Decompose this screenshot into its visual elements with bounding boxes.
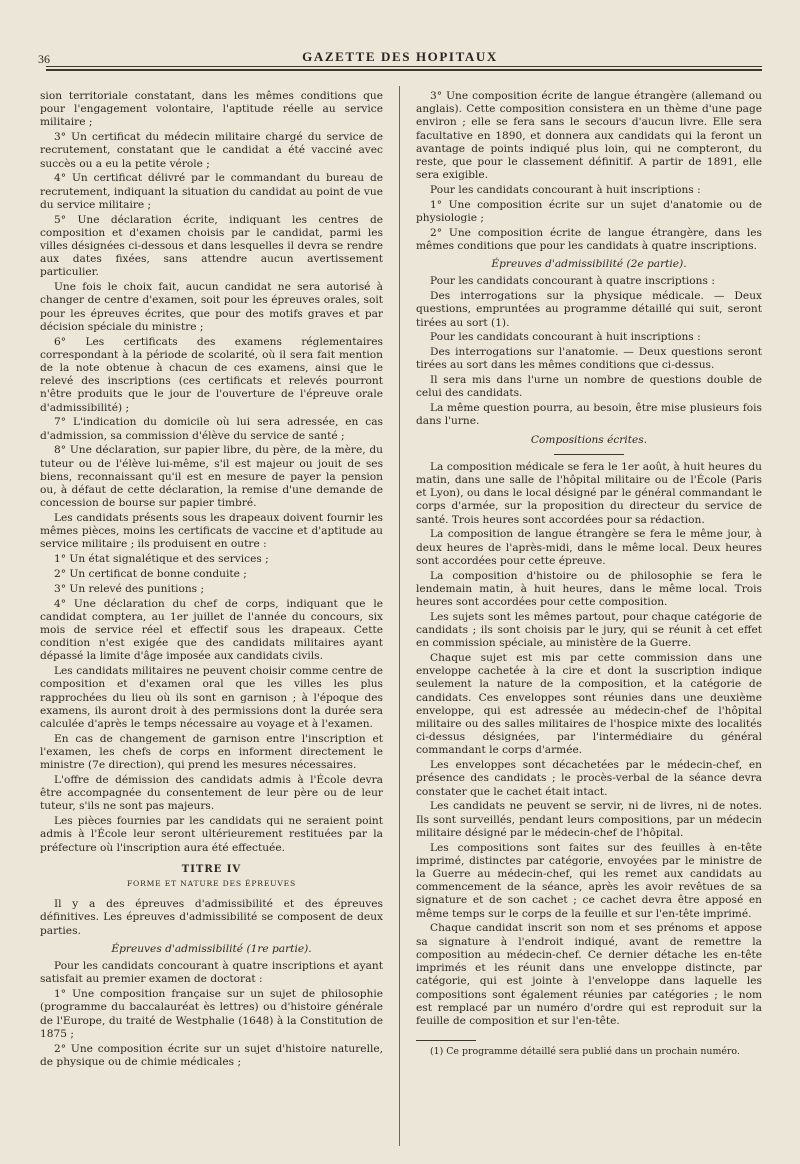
paragraph: Pour les candidats concourant à quatre inscriptions et ayant satisfait au premier examen de doctorat : [40, 960, 383, 986]
paragraph: 2° Une composition écrite de langue étrangère, dans les mêmes conditions que pour les candidats à quatre inscriptions. [416, 226, 762, 253]
paragraph: 7° L'indication du domicile où lui sera adressée, en cas d'admission, sa commission d'élève du service de santé ; [40, 416, 383, 442]
paragraph: Des interrogations sur la physique médicale. — Deux questions, empruntées au programme détaillé qui suit, seront tirées au sort (1). [416, 290, 762, 329]
paragraph: Il y a des épreuves d'admissibilité et des épreuves définitives. Les épreuves d'admissibilité se composent de deux parties. [40, 898, 383, 937]
paragraph: Les enveloppes sont décachetées par le médecin-chef, en présence des candidats ; le procès-verbal de la séance devra constater que le cachet était intact. [416, 759, 762, 798]
paragraph: Pour les candidats concourant à quatre inscriptions : [430, 275, 715, 288]
paragraph: 4° Une déclaration du chef de corps, indiquant que le candidat comptera, au 1er juillet de l'année du concours, six mois de service réel et effectif sous les drapeaux. Cette condition n'est exigée que des candidats militaires ayant dépassé la limite d'âge imposée aux candidats civils. [40, 597, 383, 663]
column-divider [399, 86, 400, 1146]
paragraph: Chaque sujet est mis par cette commission dans une enveloppe cachetée à la cire et dont la suscription indique seulement la nature de la composition, et la catégorie de candidats. Ces enveloppes sont réunies dans une deuxième enveloppe, qui est adressée au médecin-chef de l'hôpital militaire ou des salles militaires de l'hospice mixte des localités ci-dessus désignées, par l'intermédiaire du général commandant le corps d'armée. [416, 652, 762, 757]
paragraph: Les candidats présents sous les drapeaux doivent fournir les mêmes pièces, moins les certificats de vaccine et d'aptitude au service militaire ; ils produisent en outre : [40, 512, 383, 551]
paragraph: 5° Une déclaration écrite, indiquant les centres de composition et d'examen choisis par le candidat, parmi les villes désignées ci-dessous et dans lesquelles il devra se rendre aux dates fixées, sans attendre aucun avertissement particulier. [40, 213, 383, 279]
header-rule-thick [46, 69, 762, 71]
paragraph: Une fois le choix fait, aucun candidat ne sera autorisé à changer de centre d'examen, soit pour les épreuves orales, soit pour les épreuves écrites, que pour des motifs graves et par décision spéciale du ministre ; [40, 281, 383, 333]
paragraph: 6° Les certificats des examens réglementaires correspondant à la période de scolarité, où il sera fait mention de la note obtenue à chacun de ces examens, ainsi que le relevé des inscriptions (ces certificats et relevés pourront n'être produits que le jour de l'ouverture de l'épreuve orale d'admissibilité) ; [40, 335, 383, 414]
left-column [40, 90, 383, 1071]
paragraph: 8° Une déclaration, sur papier libre, du père, de la mère, du tuteur ou de l'élève lui-même, s'il est majeur ou jouit de ses biens, reconnaissant qu'il est en mesure de payer la pension ou, à défaut de cette déclaration, la remise d'une demande de concession de bourse sur papier timbré. [40, 444, 383, 510]
paragraph: 2° Un certificat de bonne conduite ; [54, 568, 247, 581]
footnote-rule [416, 1040, 476, 1041]
paragraph: La composition de langue étrangère se fera le même jour, à deux heures de l'après-midi, dans le même local. Deux heures sont accordées pour cette épreuve. [416, 528, 762, 567]
footnote: (1) Ce programme détaillé sera publié dans un prochain numéro. [430, 1046, 740, 1058]
paragraph: Les compositions sont faites sur des feuilles à en-tête imprimé, distinctes par catégorie, envoyées par le ministre de la Guerre au médecin-chef, qui les remet aux candidats au commencement de la séance, après les avoir revêtues de sa signature et de son cachet ; ce cachet devra être apposé en même temps sur le corps de la feuille et sur l'en-tête imprimé. [416, 841, 762, 920]
paragraph: La même question pourra, au besoin, être mise plusieurs fois dans l'urne. [416, 402, 762, 428]
paragraph: 4° Un certificat délivré par le commandant du bureau de recrutement, indiquant la situation du candidat au point de vue du service militaire ; [40, 172, 383, 211]
section-rule [554, 454, 624, 455]
paragraph: 3° Une composition écrite de langue étrangère (allemand ou anglais). Cette composition consistera en un thème d'une page environ ; elle se fera sans le secours d'aucun livre. Elle sera facultative en 1890, et donnera aux candidats qui la feront un avantage de points indiqué plus loin, qui ne compteront, du reste, que pour le classement définitif. A partir de 1891, elle sera exigible. [416, 90, 762, 182]
right-column [416, 90, 762, 1060]
subsection-heading: Compositions écrites. [530, 433, 648, 446]
section-subtitle: FORME ET NATURE DES ÉPREUVES [126, 879, 296, 889]
section-title: TITRE IV [181, 863, 242, 875]
paragraph: Chaque candidat inscrit son nom et ses prénoms et appose sa signature à l'endroit indiqué, avant de remettre la composition au médecin-chef. Ce dernier détache les en-tête imprimés et les réunit dans une enveloppe distincte, par catégorie, qui est jointe à l'enveloppe dans laquelle les compositions sont également réunies par catégories ; le nom est remplacé par un numéro d'ordre qui est reproduit sur la feuille de composition et sur l'en-tête. [416, 922, 762, 1027]
page-number: 36 [38, 52, 50, 66]
paragraph: 1° Un état signalétique et des services ; [54, 553, 269, 566]
paragraph: En cas de changement de garnison entre l'inscription et l'examen, les chefs de corps en informent directement le ministre (7e direction), qui prend les mesures nécessaires. [40, 732, 383, 772]
paragraph: La composition médicale se fera le 1er août, à huit heures du matin, dans une salle de l'hôpital militaire ou de l'École (Paris et Lyon), ou dans le local désigné par le général commandant le corps d'armée, sur la proposition du directeur du service de santé. Trois heures sont accordées pour sa rédaction. [416, 460, 762, 526]
paragraph: Les candidats ne peuvent se servir, ni de livres, ni de notes. Ils sont surveillés, pendant leurs compositions, par un médecin militaire désigné par le médecin-chef de l'hôpital. [416, 800, 762, 839]
paragraph: Pour les candidats concourant à huit inscriptions : [430, 184, 701, 197]
subsection-heading: Épreuves d'admissibilité (2e partie). [491, 258, 687, 271]
paragraph: 3° Un certificat du médecin militaire chargé du service de recrutement, constatant que le candidat a été vacciné avec succès ou a eu la petite vérole ; [40, 131, 383, 170]
paragraph: sion territoriale constatant, dans les mêmes conditions que pour l'engagement volontaire, l'aptitude réelle au service militaire ; [40, 90, 383, 129]
paragraph: L'offre de démission des candidats admis à l'École devra être accompagnée du consentement de leur père ou de leur tuteur, s'ils ne sont pas majeurs. [40, 774, 383, 813]
subsection-heading: Épreuves d'admissibilité (1re partie). [111, 942, 312, 955]
paragraph: 3° Un relevé des punitions ; [54, 582, 205, 595]
paragraph: 1° Une composition française sur un sujet de philosophie (programme du baccalauréat ès lettres) ou d'histoire générale de l'Europe, du traité de Westphalie (1648) à la Constitution de 1875 ; [40, 988, 383, 1040]
paragraph: Des interrogations sur l'anatomie. — Deux questions seront tirées au sort dans les mêmes conditions que ci-dessus. [416, 346, 762, 372]
page-header [0, 0, 800, 80]
paragraph: Les candidats militaires ne peuvent choisir comme centre de composition et d'examen oral que les villes les plus rapprochées du lieu où ils sont en garnison ; à l'époque des examens, ils auront droit à des permissions dont la durée sera calculée d'après le temps nécessaire au voyage et à l'examen. [40, 665, 383, 731]
header-rule [46, 66, 762, 67]
publication-title: GAZETTE DES HOPITAUX [302, 49, 498, 64]
paragraph: La composition d'histoire ou de philosophie se fera le lendemain matin, à huit heures, dans le même local. Trois heures sont accordées pour cette composition. [416, 569, 762, 609]
paragraph: Les sujets sont les mêmes partout, pour chaque catégorie de candidats ; ils sont choisis par le jury, qui se réunit à cet effet en commission spéciale, au ministère de la Guerre. [416, 610, 762, 650]
paragraph: 1° Une composition écrite sur un sujet d'anatomie ou de physiologie ; [416, 198, 762, 225]
paragraph: Pour les candidats concourant à huit inscriptions : [430, 331, 701, 344]
paragraph: 2° Une composition écrite sur un sujet d'histoire naturelle, de physique ou de chimie médicales ; [40, 1042, 383, 1068]
paragraph: Les pièces fournies par les candidats qui ne seraient point admis à l'École leur seront ultérieurement restituées par la préfecture où l'inscription aura été effectuée. [40, 815, 383, 854]
paragraph: Il sera mis dans l'urne un nombre de questions double de celui des candidats. [416, 374, 762, 400]
